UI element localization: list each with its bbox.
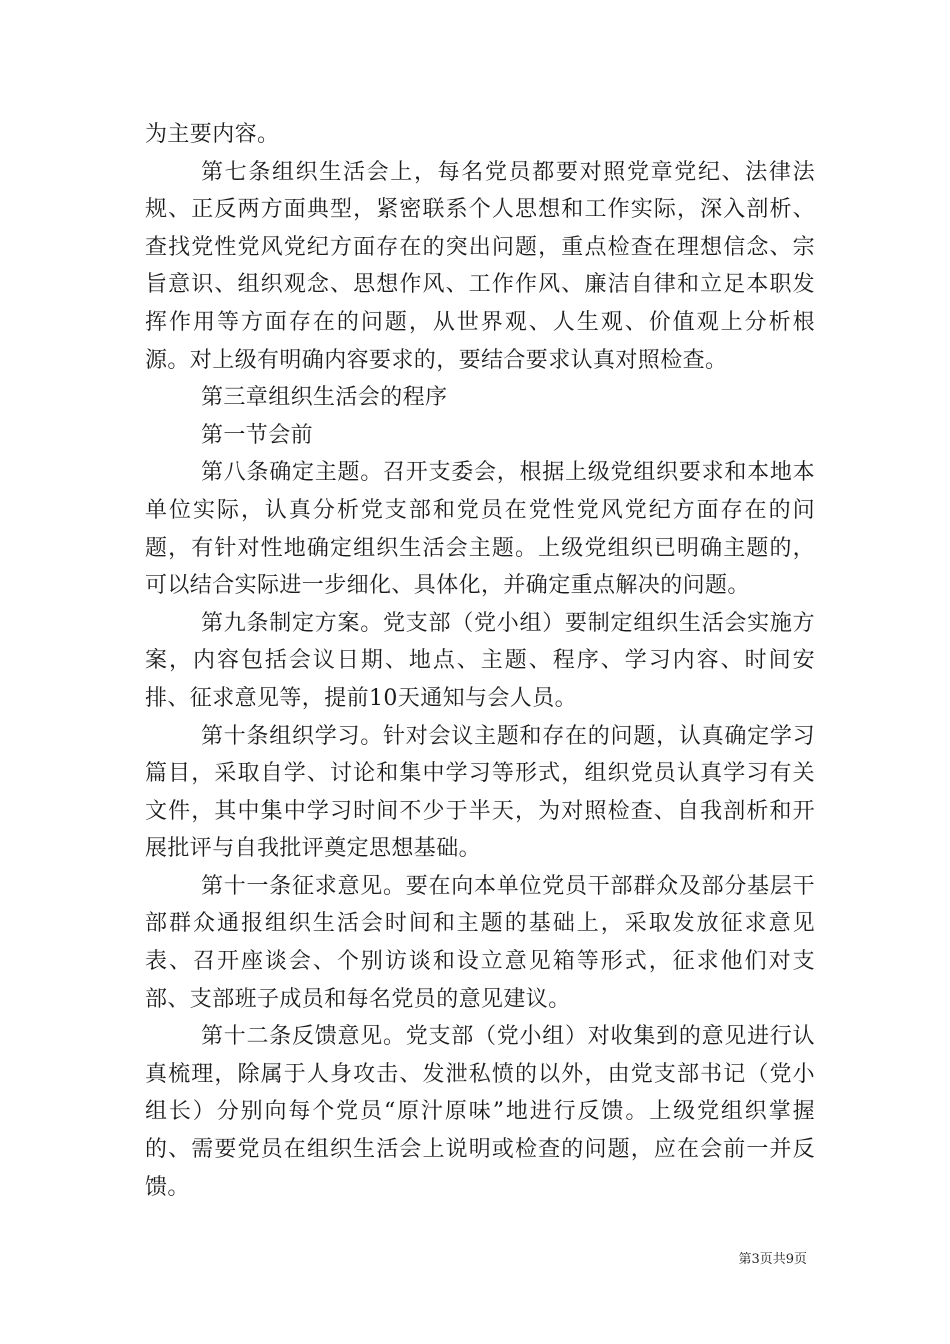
paragraph-article-11: 第十一条征求意见。要在向本单位党员干部群众及部分基层干部群众通报组织生活会时间和主题的基础上，采取发放征求意见表、召开座谈会、个别访谈和设立意见箱等形式，征求他们对支部、支部班子成员和每名党员的意见建议。 — [145, 873, 815, 1012]
paragraph-article-9: 第九条制定方案。党支部（党小组）要制定组织生活会实施方案，内容包括会议日期、地点、主题、程序、学习内容、时间安排、征求意见等，提前10天通知与会人员。 — [145, 610, 815, 711]
section-heading: 第一节会前 — [201, 422, 314, 448]
paragraph-continuation: 为主要内容。 — [145, 122, 280, 147]
paragraph-article-8: 第八条确定主题。召开支委会，根据上级党组织要求和本地本单位实际，认真分析党支部和党员在党性党风党纪方面存在的问题，有针对性地确定组织生活会主题。上级党组织已明确主题的，可以结合实际进一步细化、具体化，并确定重点解决的问题。 — [145, 460, 815, 599]
document-body — [145, 116, 815, 1206]
chapter-heading: 第三章组织生活会的程序 — [201, 385, 448, 411]
paragraph-article-7: 第七条组织生活会上，每名党员都要对照党章党纪、法律法规、正反两方面典型，紧密联系个人思想和工作实际，深入剖析、查找党性党风党纪方面存在的突出问题，重点检查在理想信念、宗旨意识、组织观念、思想作风、工作作风、廉洁自律和立足本职发挥作用等方面存在的问题，从世界观、人生观、价值观上分析根源。对上级有明确内容要求的，要结合要求认真对照检查。 — [145, 159, 815, 373]
paragraph-article-10: 第十条组织学习。针对会议主题和存在的问题，认真确定学习篇目，采取自学、讨论和集中学习等形式，组织党员认真学习有关文件，其中集中学习时间不少于半天，为对照检查、自我剖析和开展批评与自我批评奠定思想基础。 — [145, 723, 815, 862]
paragraph-article-12: 第十二条反馈意见。党支部（党小组）对收集到的意见进行认真梳理，除属于人身攻击、发泄私愤的以外，由党支部书记（党小组长）分别向每个党员“原汁原味”地进行反馈。上级党组织掌握的、需要党员在组织生活会上说明或检查的问题，应在会前一并反馈。 — [145, 1024, 815, 1200]
page-number: 第3页共9页 — [738, 1252, 807, 1267]
